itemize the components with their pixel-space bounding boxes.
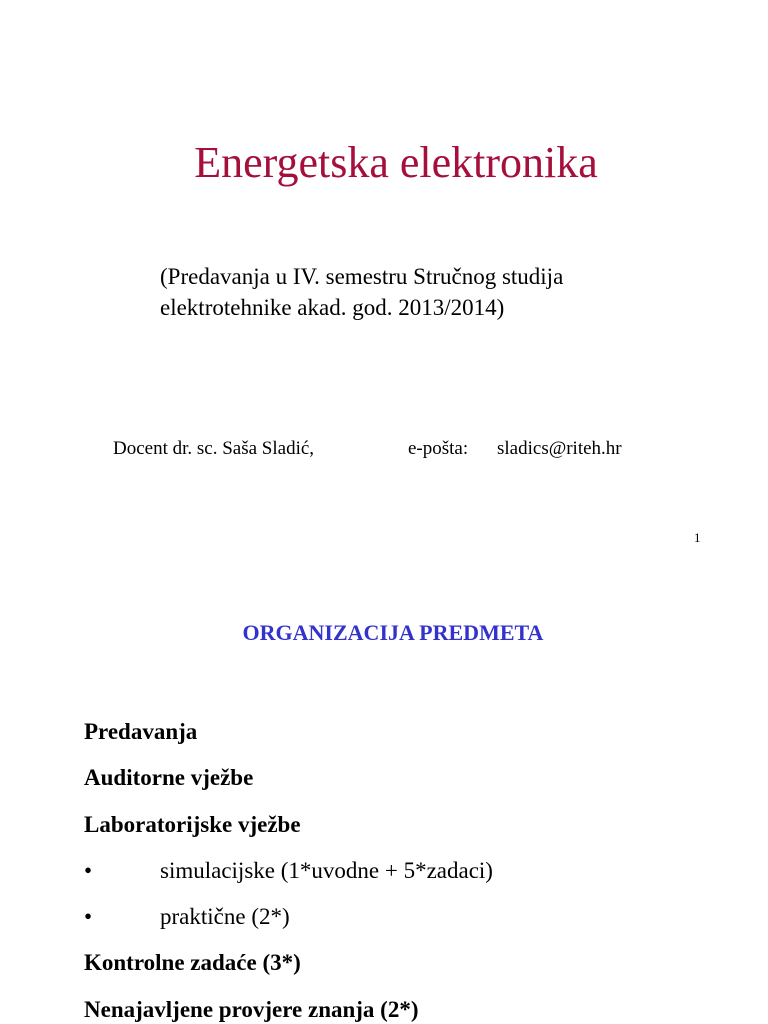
- bullet-item: [84, 901, 724, 947]
- list-item: [84, 809, 724, 855]
- list-item: [84, 947, 724, 993]
- bullet-item: [84, 855, 724, 901]
- page-number: 1: [694, 530, 701, 545]
- subtitle-line-1: (Predavanja u IV. semestru Stručnog studija: [160, 264, 564, 289]
- organization-list: [84, 716, 724, 1024]
- bullet-icon: •: [84, 857, 93, 883]
- list-item-label: Laboratorijske vježbe: [84, 811, 301, 837]
- email-label: e-pošta:: [408, 438, 469, 459]
- slide-title: Energetska elektronika: [194, 138, 598, 187]
- list-item-label: Auditorne vježbe: [84, 765, 254, 791]
- list-item-label: Predavanja: [84, 719, 198, 744]
- list-item: [84, 994, 724, 1024]
- section-heading: ORGANIZACIJA PREDMETA: [242, 620, 544, 645]
- list-item: [84, 716, 724, 762]
- bullet-item-label: simulacijske (1*uvodne + 5*zadaci): [160, 857, 493, 883]
- slide-subtitle: [160, 261, 720, 323]
- subtitle-line-2: elektrotehnike akad. god. 2013/2014): [160, 295, 505, 320]
- email-address: sladics@riteh.hr: [497, 438, 622, 459]
- list-item-label: Kontrolne zadaće (3*): [84, 950, 301, 976]
- bullet-item-label: praktične (2*): [160, 904, 290, 930]
- list-item-label: Nenajavljene provjere znanja (2*): [84, 996, 419, 1022]
- bullet-icon: •: [84, 904, 93, 930]
- list-item: [84, 762, 724, 808]
- author-name: Docent dr. sc. Saša Sladić,: [113, 438, 315, 459]
